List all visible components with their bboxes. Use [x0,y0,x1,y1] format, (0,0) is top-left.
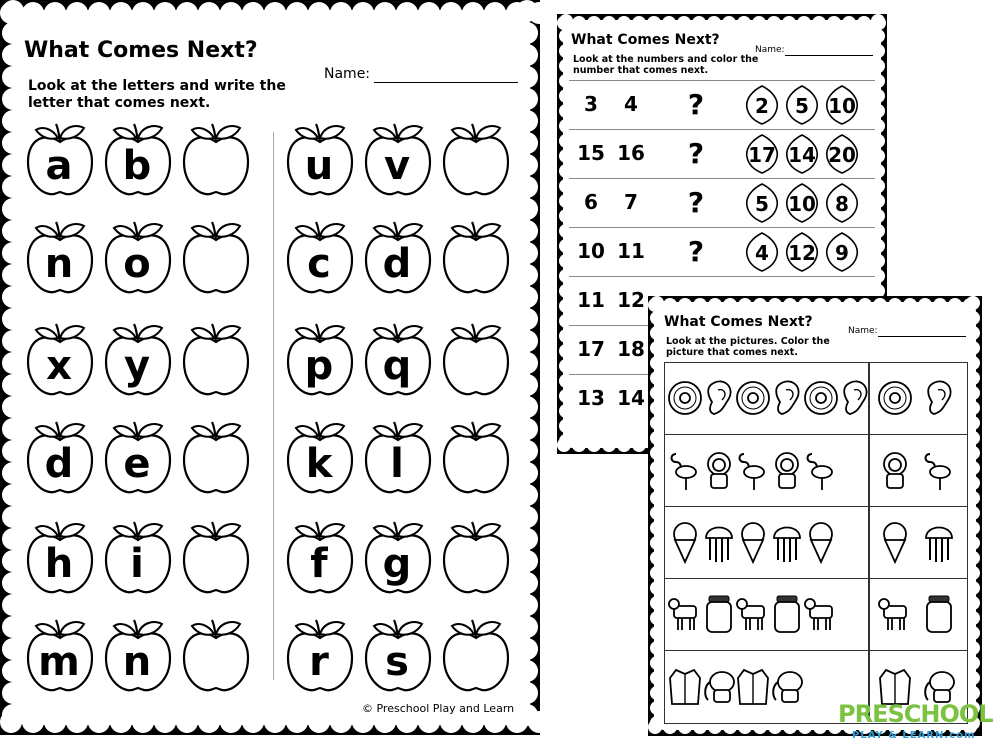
apple-letter: p [304,343,334,389]
pattern-picture [666,376,704,424]
pattern-picture [734,664,772,712]
apple-letter-card [362,516,438,598]
leaf-choice[interactable] [743,231,781,277]
pattern-picture [734,376,772,424]
apple-icon [440,416,512,496]
apple-letter: g [382,541,412,587]
pattern-picture [700,448,738,496]
leaf-choice[interactable] [823,182,861,228]
answer-divider [868,506,870,578]
apple-answer-blank[interactable] [440,318,516,400]
sequence-number: 15 [577,141,605,165]
apple-letter-card [102,216,178,298]
apple-letter-card [24,318,100,400]
apple-letter-card [24,118,100,200]
answer-choice-picture[interactable] [876,520,914,568]
choice-number: 14 [788,143,816,167]
letters-title: What Comes Next? [24,38,258,63]
sequence-number: 10 [577,239,605,263]
apple-letter: s [385,639,409,685]
apple-icon [180,516,252,596]
apple-letter-card [362,614,438,696]
goat-icon [876,592,914,636]
pattern-picture [666,520,704,568]
apple-letter-card [24,516,100,598]
apple-letter: d [44,441,74,487]
choice-number: 4 [755,241,769,265]
pattern-picture [836,376,874,424]
flamingo-icon [666,448,704,492]
pattern-picture [802,520,840,568]
apple-letter-card [24,416,100,498]
leaf-choice[interactable] [823,231,861,277]
pattern-picture [666,448,704,496]
pattern-picture [768,664,806,712]
apple-answer-blank[interactable] [440,216,516,298]
choice-number: 20 [828,143,856,167]
apple-letter-card [284,614,360,696]
choice-number: 5 [755,192,769,216]
question-mark: ? [687,137,705,170]
answer-choice-picture[interactable] [876,376,914,424]
pattern-picture [768,520,806,568]
apple-letter: k [305,441,333,487]
apple-letter: d [382,241,412,287]
apple-letter: r [309,639,329,685]
pictures-name-label: Name: [848,326,878,336]
numbers-name-line[interactable] [785,45,873,56]
jacket-icon [666,664,704,708]
pattern-picture [700,520,738,568]
goat-icon [734,592,772,636]
choice-number: 8 [835,192,849,216]
donut-icon [876,376,914,420]
pictures-worksheet [648,296,982,736]
letters-worksheet-paper [12,10,530,725]
leaf-choice[interactable] [783,182,821,228]
jellyfish-icon [700,520,738,564]
lion-icon [700,448,738,492]
apple-letter: v [383,143,411,189]
apple-icon [440,318,512,398]
question-mark: ? [687,88,705,121]
apple-letter-card [24,216,100,298]
sequence-number: 13 [577,386,605,410]
apple-letter: u [304,143,334,189]
apple-icon [440,516,512,596]
answer-choice-picture[interactable] [920,592,958,640]
goat-icon [666,592,704,636]
apple-letter-card [102,516,178,598]
apple-letter: l [390,441,404,487]
choice-number: 17 [748,143,776,167]
elephant-icon [768,664,806,708]
flamingo-icon [802,448,840,492]
sequence-number: 16 [617,141,645,165]
answer-choice-picture[interactable] [876,448,914,496]
pattern-picture [734,448,772,496]
donut-icon [734,376,772,420]
leaf-choice[interactable] [823,133,861,179]
sequence-number: 3 [584,92,598,116]
ice-cream-icon [734,520,772,564]
numbers-title: What Comes Next? [571,32,720,48]
apple-icon [180,216,252,296]
sequence-number: 7 [624,190,638,214]
apple-letter: b [122,143,152,189]
apple-letter: m [38,639,80,685]
apple-letter: y [123,343,151,389]
apple-answer-blank[interactable] [440,516,516,598]
leaf-choice[interactable] [783,231,821,277]
apple-letter: i [130,541,144,587]
apple-letter: x [46,343,72,389]
leaf-choice[interactable] [743,133,781,179]
apple-answer-blank[interactable] [440,614,516,696]
letters-name-label: Name: [324,66,371,82]
answer-choice-picture[interactable] [920,448,958,496]
apple-letter: c [307,241,331,287]
pattern-picture [802,592,840,640]
ear-icon [836,376,874,420]
apple-letter-card [284,416,360,498]
sequence-number: 12 [617,288,645,312]
apple-icon [440,614,512,694]
letters-name-line[interactable] [374,66,518,83]
leaf-choice[interactable] [743,84,781,130]
logo-main-text: PRESCHOOL [838,700,993,728]
letters-instruction: Look at the letters and write the letter that comes next. [28,78,286,111]
apple-letter: a [45,143,73,189]
pattern-picture [666,664,704,712]
apple-letter: q [382,343,412,389]
pattern-picture [700,592,738,640]
lion-icon [768,448,806,492]
apple-icon [180,614,252,694]
pattern-picture [734,592,772,640]
apple-answer-blank[interactable] [180,416,256,498]
pattern-picture [734,520,772,568]
apple-letter-card [284,516,360,598]
ear-icon [768,376,806,420]
pattern-picture [768,592,806,640]
choice-number: 12 [788,241,816,265]
apple-letter-card [102,416,178,498]
leaf-choice[interactable] [783,133,821,179]
apple-icon [180,318,252,398]
pictures-instruction: Look at the pictures. Color the picture that comes next. [666,336,830,359]
apple-letter: f [310,541,328,587]
sequence-number: 14 [617,386,645,410]
apple-letter: o [123,241,151,287]
ice-cream-icon [666,520,704,564]
apple-letter-card [24,614,100,696]
pattern-picture [666,592,704,640]
ice-cream-icon [876,520,914,564]
sequence-number: 11 [577,288,605,312]
flamingo-icon [920,448,958,492]
choice-number: 9 [835,241,849,265]
elephant-icon [700,664,738,708]
apple-icon [180,118,252,198]
apple-answer-blank[interactable] [440,416,516,498]
jar-icon [700,592,738,636]
apple-icon [440,118,512,198]
sequence-number: 6 [584,190,598,214]
logo-sub-text: PLAY & LEARN.com [852,730,976,741]
leaf-choice[interactable] [743,182,781,228]
answer-divider [868,578,870,650]
lion-icon [876,448,914,492]
pictures-worksheet-paper [654,302,976,730]
answer-choice-picture[interactable] [876,592,914,640]
apple-answer-blank[interactable] [180,118,256,200]
apple-letter: e [123,441,151,487]
sequence-number: 11 [617,239,645,263]
answer-choice-picture[interactable] [920,520,958,568]
column-divider [273,132,274,680]
apple-letter-card [284,118,360,200]
pattern-picture [802,376,840,424]
apple-answer-blank[interactable] [180,614,256,696]
apple-letter: n [44,241,74,287]
apple-letter-card [362,118,438,200]
pattern-picture [802,448,840,496]
apple-answer-blank[interactable] [180,216,256,298]
question-mark: ? [687,186,705,219]
ear-icon [920,376,958,420]
choice-number: 5 [795,94,809,118]
apple-letter: n [122,639,152,685]
leaf-choice[interactable] [823,84,861,130]
jellyfish-icon [920,520,958,564]
choice-number: 2 [755,94,769,118]
apple-answer-blank[interactable] [440,118,516,200]
apple-letter-card [362,318,438,400]
flamingo-icon [734,448,772,492]
apple-letter-card [102,614,178,696]
leaf-choice[interactable] [783,84,821,130]
letters-credit: © Preschool Play and Learn [362,702,515,715]
jellyfish-icon [768,520,806,564]
ice-cream-icon [802,520,840,564]
pictures-title: What Comes Next? [664,314,813,330]
choice-number: 10 [828,94,856,118]
sequence-number: 17 [577,337,605,361]
pattern-picture [700,664,738,712]
preschool-logo [838,700,998,748]
question-mark: ? [687,235,705,268]
apple-answer-blank[interactable] [180,516,256,598]
choice-number: 10 [788,192,816,216]
answer-divider [868,434,870,506]
apple-letter-card [102,318,178,400]
answer-choice-picture[interactable] [920,376,958,424]
apple-letter-card [284,216,360,298]
sequence-number: 4 [624,92,638,116]
apple-icon [180,416,252,496]
ear-icon [700,376,738,420]
apple-answer-blank[interactable] [180,318,256,400]
apple-letter: h [44,541,74,587]
donut-icon [802,376,840,420]
apple-icon [440,216,512,296]
apple-letter-card [362,216,438,298]
goat-icon [802,592,840,636]
donut-icon [666,376,704,420]
apple-letter-card [102,118,178,200]
jar-icon [768,592,806,636]
sequence-number: 18 [617,337,645,361]
jar-icon [920,592,958,636]
apple-letter-card [284,318,360,400]
pictures-name-line[interactable] [878,326,966,337]
numbers-name-label: Name: [755,45,785,55]
apple-letter-card [362,416,438,498]
numbers-instruction: Look at the numbers and color the number that comes next. [573,54,759,77]
pattern-picture [700,376,738,424]
pattern-picture [768,448,806,496]
jacket-icon [734,664,772,708]
pattern-picture [768,376,806,424]
